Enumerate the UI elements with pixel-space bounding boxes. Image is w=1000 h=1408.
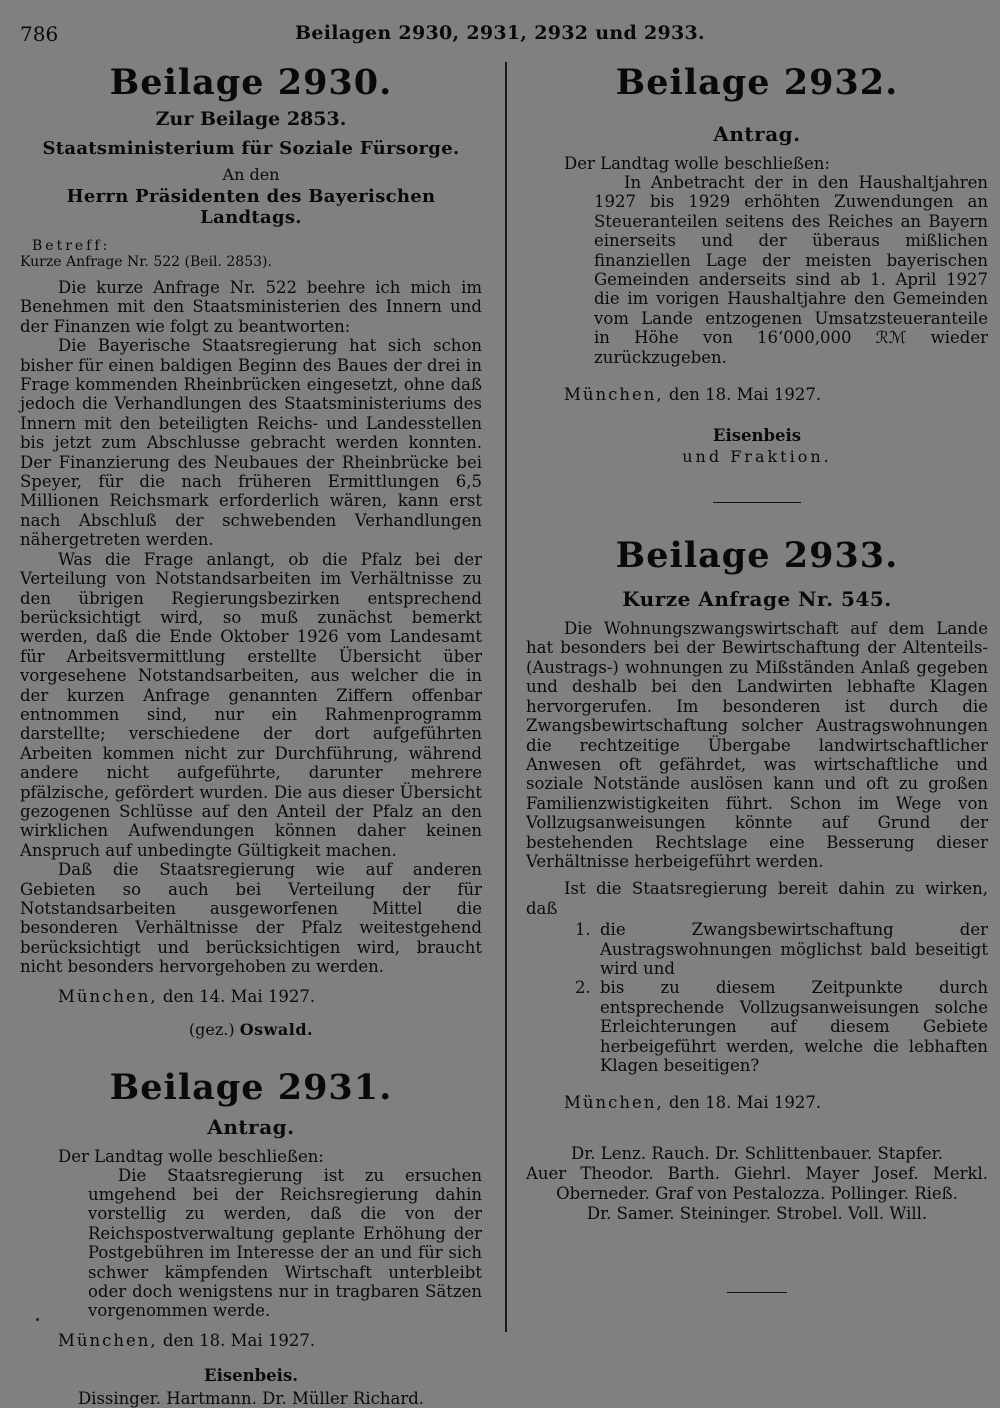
signer-name: Eisenbeis. bbox=[204, 1365, 298, 1385]
beilage-2932-title: Beilage 2932. bbox=[615, 62, 899, 103]
ministry-name: Staatsministerium für Soziale Fürsorge. bbox=[42, 138, 460, 159]
right-column bbox=[526, 62, 988, 1293]
address-to: An den bbox=[222, 165, 280, 184]
list-item: 1. die Zwangsbewirtschaftung der Austragswohnungen möglichst bald beseitigt wird und bbox=[596, 920, 988, 978]
column-divider bbox=[505, 62, 507, 1332]
cosigners: Dissinger. Hartmann. Dr. Müller Richard. bbox=[77, 1388, 425, 1408]
betreff-text: Kurze Anfrage Nr. 522 (Beil. 2853). bbox=[20, 254, 272, 270]
motion-body: In Anbetracht der in den Haushaltjahren 1927 bis 1929 erhöhten Zuwendungen an Steueranteilen seitens des Reiches an Bayern einerseits und der überaus mißlichen finanziellen Lage der meisten bayerischen Gemeinden anderseits sind ab 1. April 1927 die im vorigen Haushaltjahre den Gemeinden vom Lande entzogenen Umsatzsteueranteile in Höhe von 16‘000,000 ℛℳ wieder zurückzugeben. bbox=[594, 173, 988, 367]
place-date bbox=[564, 1093, 988, 1112]
paragraph: Was die Frage anlangt, ob die Pfalz bei der Verteilung von Notstandsarbeiten im Verhältnisse zu den übrigen Regierungsbezirken entsprechend berücksichtigt wird, so muß zunächst bemerkt werden, daß die Ende Oktober 1926 vom Landesamt für Arbeitsvermittlung erstellte Übersicht über vorgesehene Notstandsarbeiten, aus welcher die in der kurzen Anfrage genannten Ziffern offenbar entnommen sind, nur ein Rahmenprogramm darstellte; verschiedene der dort aufgeführten Arbeiten kommen nicht zur Durchführung, während andere nicht aufgeführte, darunter mehrere pfälzische, gefördert wurden. Die aus dieser Übersicht gezogenen Schlüsse auf den Anteil der Pfalz an den wirklichen Aufwendungen können daher keinen Anspruch auf unbedingte Gültigkeit machen. bbox=[20, 549, 482, 860]
betreff-label: Betreff: bbox=[32, 238, 111, 254]
antrag-heading: Antrag. bbox=[207, 1114, 295, 1139]
place-date bbox=[58, 987, 482, 1006]
date: den 14. Mai 1927. bbox=[162, 986, 316, 1006]
scan-dot bbox=[36, 1318, 39, 1321]
paragraph: Die Wohnungszwangswirtschaft auf dem Lande hat besonders bei der Bewirtschaftung der Altenteils- (Austrags-) wohnungen zu Mißständen Anlaß gegeben und deshalb bei den Landwirten lebhafte Klagen hervorgerufen. Im besonderen ist durch die Zwangsbewirtschaftung solcher Austragswohnungen die rechtzeitige Übergabe landwirtschaftlicher Anwesen oft gefährdet, was wirtschaftliche und soziale Notstände auslösen kann und oft zu großen Familienzwistigkeiten führt. Schon im Wege von Vollzugsanweisungen könnte auf Grund der bestehenden Rechtslage eine Besserung dieser Verhältnisse herbeigeführt werden. bbox=[526, 619, 988, 871]
beilage-2930 bbox=[20, 62, 482, 1039]
left-column bbox=[20, 62, 482, 1408]
place-date bbox=[58, 1331, 482, 1350]
beilage-2933 bbox=[526, 535, 988, 1293]
date: den 18. Mai 1927. bbox=[162, 1330, 316, 1350]
paragraph: Die Bayerische Staatsregierung hat sich schon bisher für einen baldigen Beginn des Baues der drei in Frage kommenden Rheinbrücken eingesetzt, ohne daß jedoch die Verhandlungen des Staatsministeriums des Innern mit den beteiligten Reichs- und Landesstellen bis jetzt zum Abschlusse gebracht werden konnten. Der Finanzierung des Neubaues der Rheinbrücke bei Speyer, für die nach früheren Ermittlungen 6,5 Millionen Reichsmark erforderlich wären, kann erst nach Abschluß der schwebenden Verhandlungen nähergetreten werden. bbox=[20, 336, 482, 550]
signer-name: Eisenbeis bbox=[712, 426, 802, 446]
beilage-2931-title: Beilage 2931. bbox=[109, 1066, 393, 1108]
beilage-2932 bbox=[526, 62, 988, 503]
place-date bbox=[564, 385, 988, 404]
city: München, bbox=[564, 1093, 664, 1113]
beilage-2933-title: Beilage 2933. bbox=[615, 535, 899, 577]
end-divider bbox=[727, 1292, 787, 1293]
beilage-2930-reference: Zur Beilage 2853. bbox=[155, 108, 347, 130]
question-points bbox=[526, 920, 988, 1075]
date: den 18. Mai 1927. bbox=[668, 1093, 822, 1113]
beilage-2931 bbox=[20, 1067, 482, 1408]
question: Ist die Staatsregierung bereit dahin zu wirken, daß bbox=[526, 879, 988, 918]
signatories-row: Dr. Samer. Steininger. Strobel. Voll. Will. bbox=[586, 1204, 928, 1224]
signature-prefix: (gez.) bbox=[188, 1019, 235, 1039]
antrag-heading: Antrag. bbox=[713, 122, 801, 146]
paragraph: Die kurze Anfrage Nr. 522 beehre ich mich im Benehmen mit den Staatsministerien des Innern und der Finanzen wie folgt zu beantworten: bbox=[20, 278, 482, 336]
signatories-row: Auer Theodor. Barth. Giehrl. Mayer Josef. Merkl. bbox=[526, 1164, 988, 1184]
signatories-row: Oberneder. Graf von Pestalozza. Pollinger. Rieß. bbox=[556, 1184, 958, 1204]
section-divider bbox=[713, 502, 801, 503]
date: den 18. Mai 1927. bbox=[668, 385, 822, 405]
list-item: 2. bis zu diesem Zeitpunkte durch entsprechende Vollzugsanweisungen solche Erleichterungen auf diesem Gebiete herbeigeführt werden, welche die lebhaften Klagen beseitigen? bbox=[596, 978, 988, 1075]
paragraph: Daß die Staatsregierung wie auf anderen Gebieten so auch bei Verteilung der für Notstandsarbeiten ausgeworfenen Mittel die besonderen Verhältnisse der Pfalz weitestgehend berücksichtigt und berücksichtigen wird, braucht nicht besonders hervorgehoben zu werden. bbox=[20, 860, 482, 977]
running-head: Beilagen 2930, 2931, 2932 und 2933. bbox=[295, 22, 705, 44]
city: München, bbox=[564, 385, 664, 405]
signature bbox=[20, 1020, 482, 1039]
kurze-anfrage-heading: Kurze Anfrage Nr. 545. bbox=[622, 587, 892, 612]
motion-intro: Der Landtag wolle beschließen: bbox=[564, 154, 830, 173]
signatories bbox=[526, 1144, 988, 1224]
signatories-row: Dr. Lenz. Rauch. Dr. Schlittenbauer. Stapfer. bbox=[571, 1144, 943, 1164]
motion-intro: Der Landtag wolle beschließen: bbox=[58, 1146, 324, 1166]
page-number: 786 bbox=[20, 22, 59, 46]
signature-name: Oswald. bbox=[239, 1019, 314, 1039]
city: München, bbox=[58, 986, 158, 1006]
addressee: Herrn Präsidenten des Bayerischen Landtags. bbox=[66, 186, 436, 228]
beilage-2930-body bbox=[20, 278, 482, 977]
motion-body: Die Staatsregierung ist zu ersuchen umgehend bei der Reichsregierung dahin vorstellig zu werden, daß die von der Reichspostverwaltung geplante Erhöhung der Postgebühren im Interesse der an und für sich schwer kämpfenden Wirtschaft unterbleibt oder doch wenigstens nur in tragbaren Sätzen vorgenommen werde. bbox=[88, 1165, 482, 1321]
beilage-2930-title: Beilage 2930. bbox=[109, 62, 393, 103]
signer-group: und Fraktion. bbox=[682, 447, 832, 467]
city: München, bbox=[58, 1330, 158, 1350]
